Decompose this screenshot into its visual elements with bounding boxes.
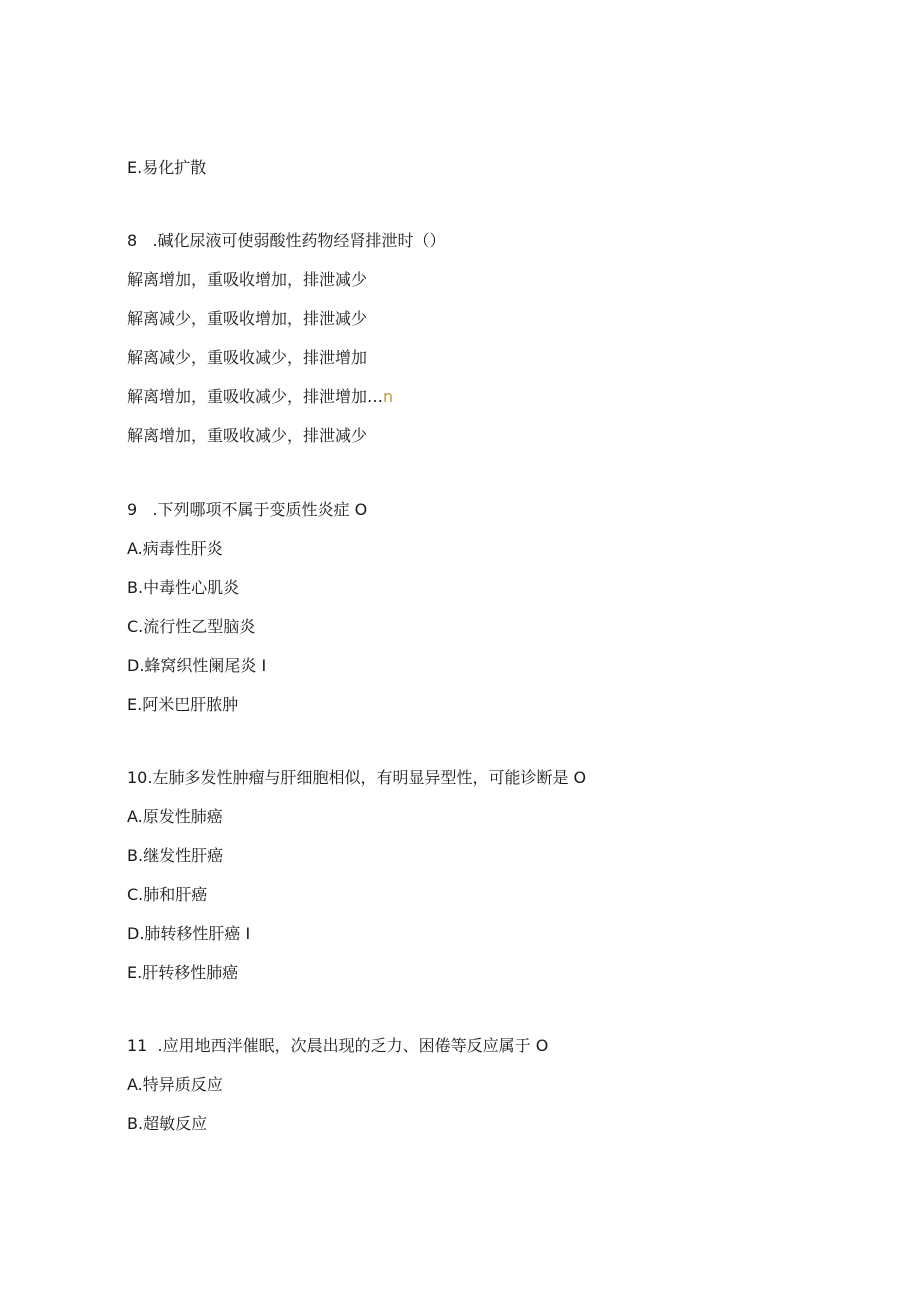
question-8-stem <box>127 231 446 251</box>
question-11-option-a: A.特异质反应 <box>127 1075 223 1094</box>
question-9-option-e: E.阿米巴肝脓肿 <box>127 695 239 714</box>
question-number: 10. <box>127 768 153 787</box>
question-10-option-b: B.继发性肝癌 <box>127 846 224 865</box>
question-text: .碱化尿液可使弱酸性药物经肾排泄时（） <box>152 231 446 250</box>
question-10-option-a: A.原发性肺癌 <box>127 807 223 826</box>
question-9-stem <box>127 500 367 520</box>
question-10-option-c: C.肺和肝癌 <box>127 885 208 904</box>
question-11-stem <box>127 1036 548 1056</box>
prev-question-option-e: E.易化扩散 <box>127 158 207 177</box>
question-9-option-a: A.病毒性肝炎 <box>127 539 223 558</box>
question-9-option-b: B.中毒性心肌炎 <box>127 578 240 597</box>
question-8-option-5: 解离增加，重吸收减少，排泄减少 <box>127 426 368 445</box>
question-number: 8 <box>127 231 138 250</box>
question-8-option-4 <box>127 387 393 407</box>
question-9-option-d: D.蜂窝织性阑尾炎 I <box>127 656 267 675</box>
question-10-option-d: D.肺转移性肝癌 I <box>127 924 251 943</box>
question-10-option-e: E.肝转移性肺癌 <box>127 963 239 982</box>
question-10-stem <box>127 768 586 788</box>
question-8-option-2: 解离减少，重吸收增加，排泄减少 <box>127 309 368 328</box>
question-8-option-1: 解离增加，重吸收增加，排泄减少 <box>127 270 368 289</box>
question-11-option-b: B.超敏反应 <box>127 1114 208 1133</box>
question-text: .下列哪项不属于变质性炎症 O <box>152 500 368 519</box>
question-text: 左肺多发性肿瘤与肝细胞相似，有明显异型性，可能诊断是 O <box>152 768 587 787</box>
question-8-option-3: 解离减少，重吸收减少，排泄增加 <box>127 348 368 367</box>
option-text: 解离增加，重吸收减少，排泄增加… <box>127 387 384 406</box>
question-text: .应用地西泮催眠，次晨出现的乏力、困倦等反应属于 O <box>157 1036 549 1055</box>
question-number: 9 <box>127 500 138 519</box>
answer-mark: n <box>383 387 394 406</box>
question-number: 11 <box>127 1036 148 1055</box>
question-9-option-c: C.流行性乙型脑炎 <box>127 617 256 636</box>
